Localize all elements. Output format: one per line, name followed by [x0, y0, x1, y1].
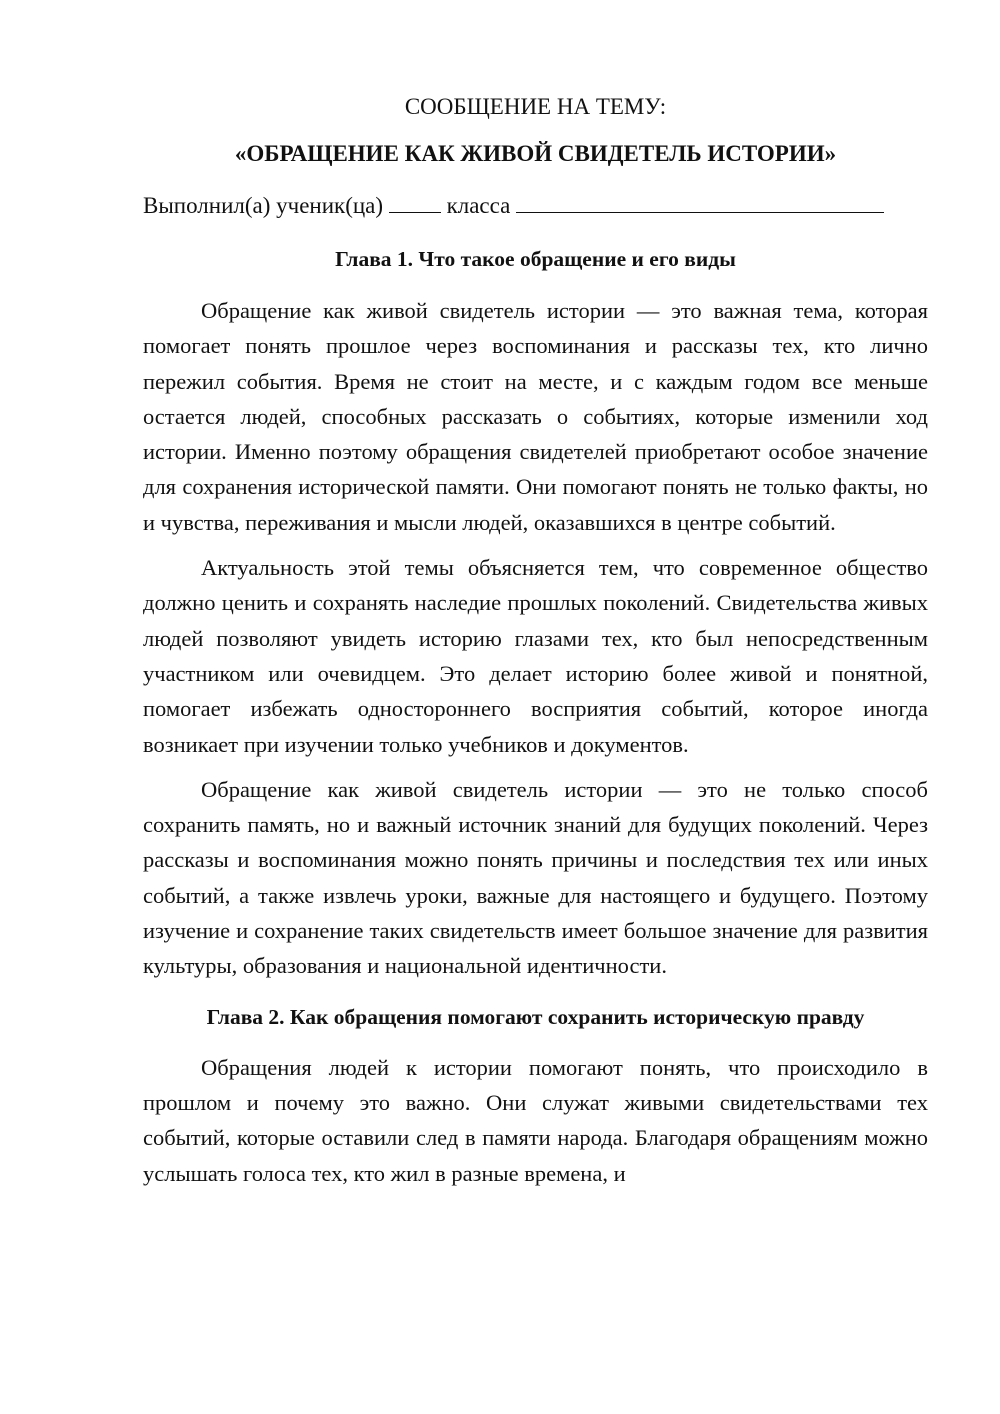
chapter-1-paragraph-3: Обращение как живой свидетель истории — это не только способ сохранить память, но и важный источник знаний для будущих поколений. Через рассказы и воспоминания можно понять причины и последствия тех или иных событий, а также извлечь уроки, важные для настоящего и будущего. Поэтому изучение и сохранение таких свидетельств имеет большое значение для развития культуры, образования и национальной идентичности. — [143, 776, 928, 979]
author-line — [143, 190, 928, 221]
chapter-1-paragraph-2: Актуальность этой темы объясняется тем, что современное общество должно ценить и сохранять наследие прошлых поколений. Свидетельства живых людей позволяют увидеть историю глазами тех, кто был непосредственным участником или очевидцем. Это делает историю более живой и понятной, помогает избежать одностороннего восприятия событий, которое иногда возникает при изучении только учебников и документов. — [143, 555, 928, 757]
class-label: класса — [446, 193, 511, 218]
class-blank — [516, 190, 884, 213]
chapter-1-paragraph-1: Обращение как живой свидетель истории — это важная тема, которая помогает понять прошлое через воспоминания и рассказы тех, кто лично пережил события. Время не стоит на месте, и с каждым годом все меньше остается людей, способных рассказать о событиях, которые изменили ход истории. Именно поэтому обращения свидетелей приобретают особое значение для сохранения исторической памяти. Они помогают понять не только факты, но и чувства, переживания и мысли людей, оказавшихся в центре событий. — [143, 298, 928, 535]
grade-blank — [389, 190, 441, 213]
chapter-1-heading: Глава 1. Что такое обращение и его виды — [335, 247, 736, 271]
chapter-2-heading: Глава 2. Как обращения помогают сохранить историческую правду — [206, 1004, 865, 1029]
document-page — [143, 92, 928, 1191]
chapter-2-paragraph-1: Обращения людей к истории помогают понять, что происходило в прошлом и почему это важно. Они служат живыми свидетельствами тех событий, которые оставили след в памяти народа. Благодаря обращениям можно услышать голоса тех, кто жил в разные времена, и — [143, 1054, 928, 1186]
document-title-line-1: СООБЩЕНИЕ НА ТЕМУ: — [404, 94, 667, 119]
author-label: Выполнил(а) ученик(ца) — [143, 193, 384, 218]
document-title-line-2: «ОБРАЩЕНИЕ КАК ЖИВОЙ СВИДЕТЕЛЬ ИСТОРИИ» — [234, 141, 837, 166]
